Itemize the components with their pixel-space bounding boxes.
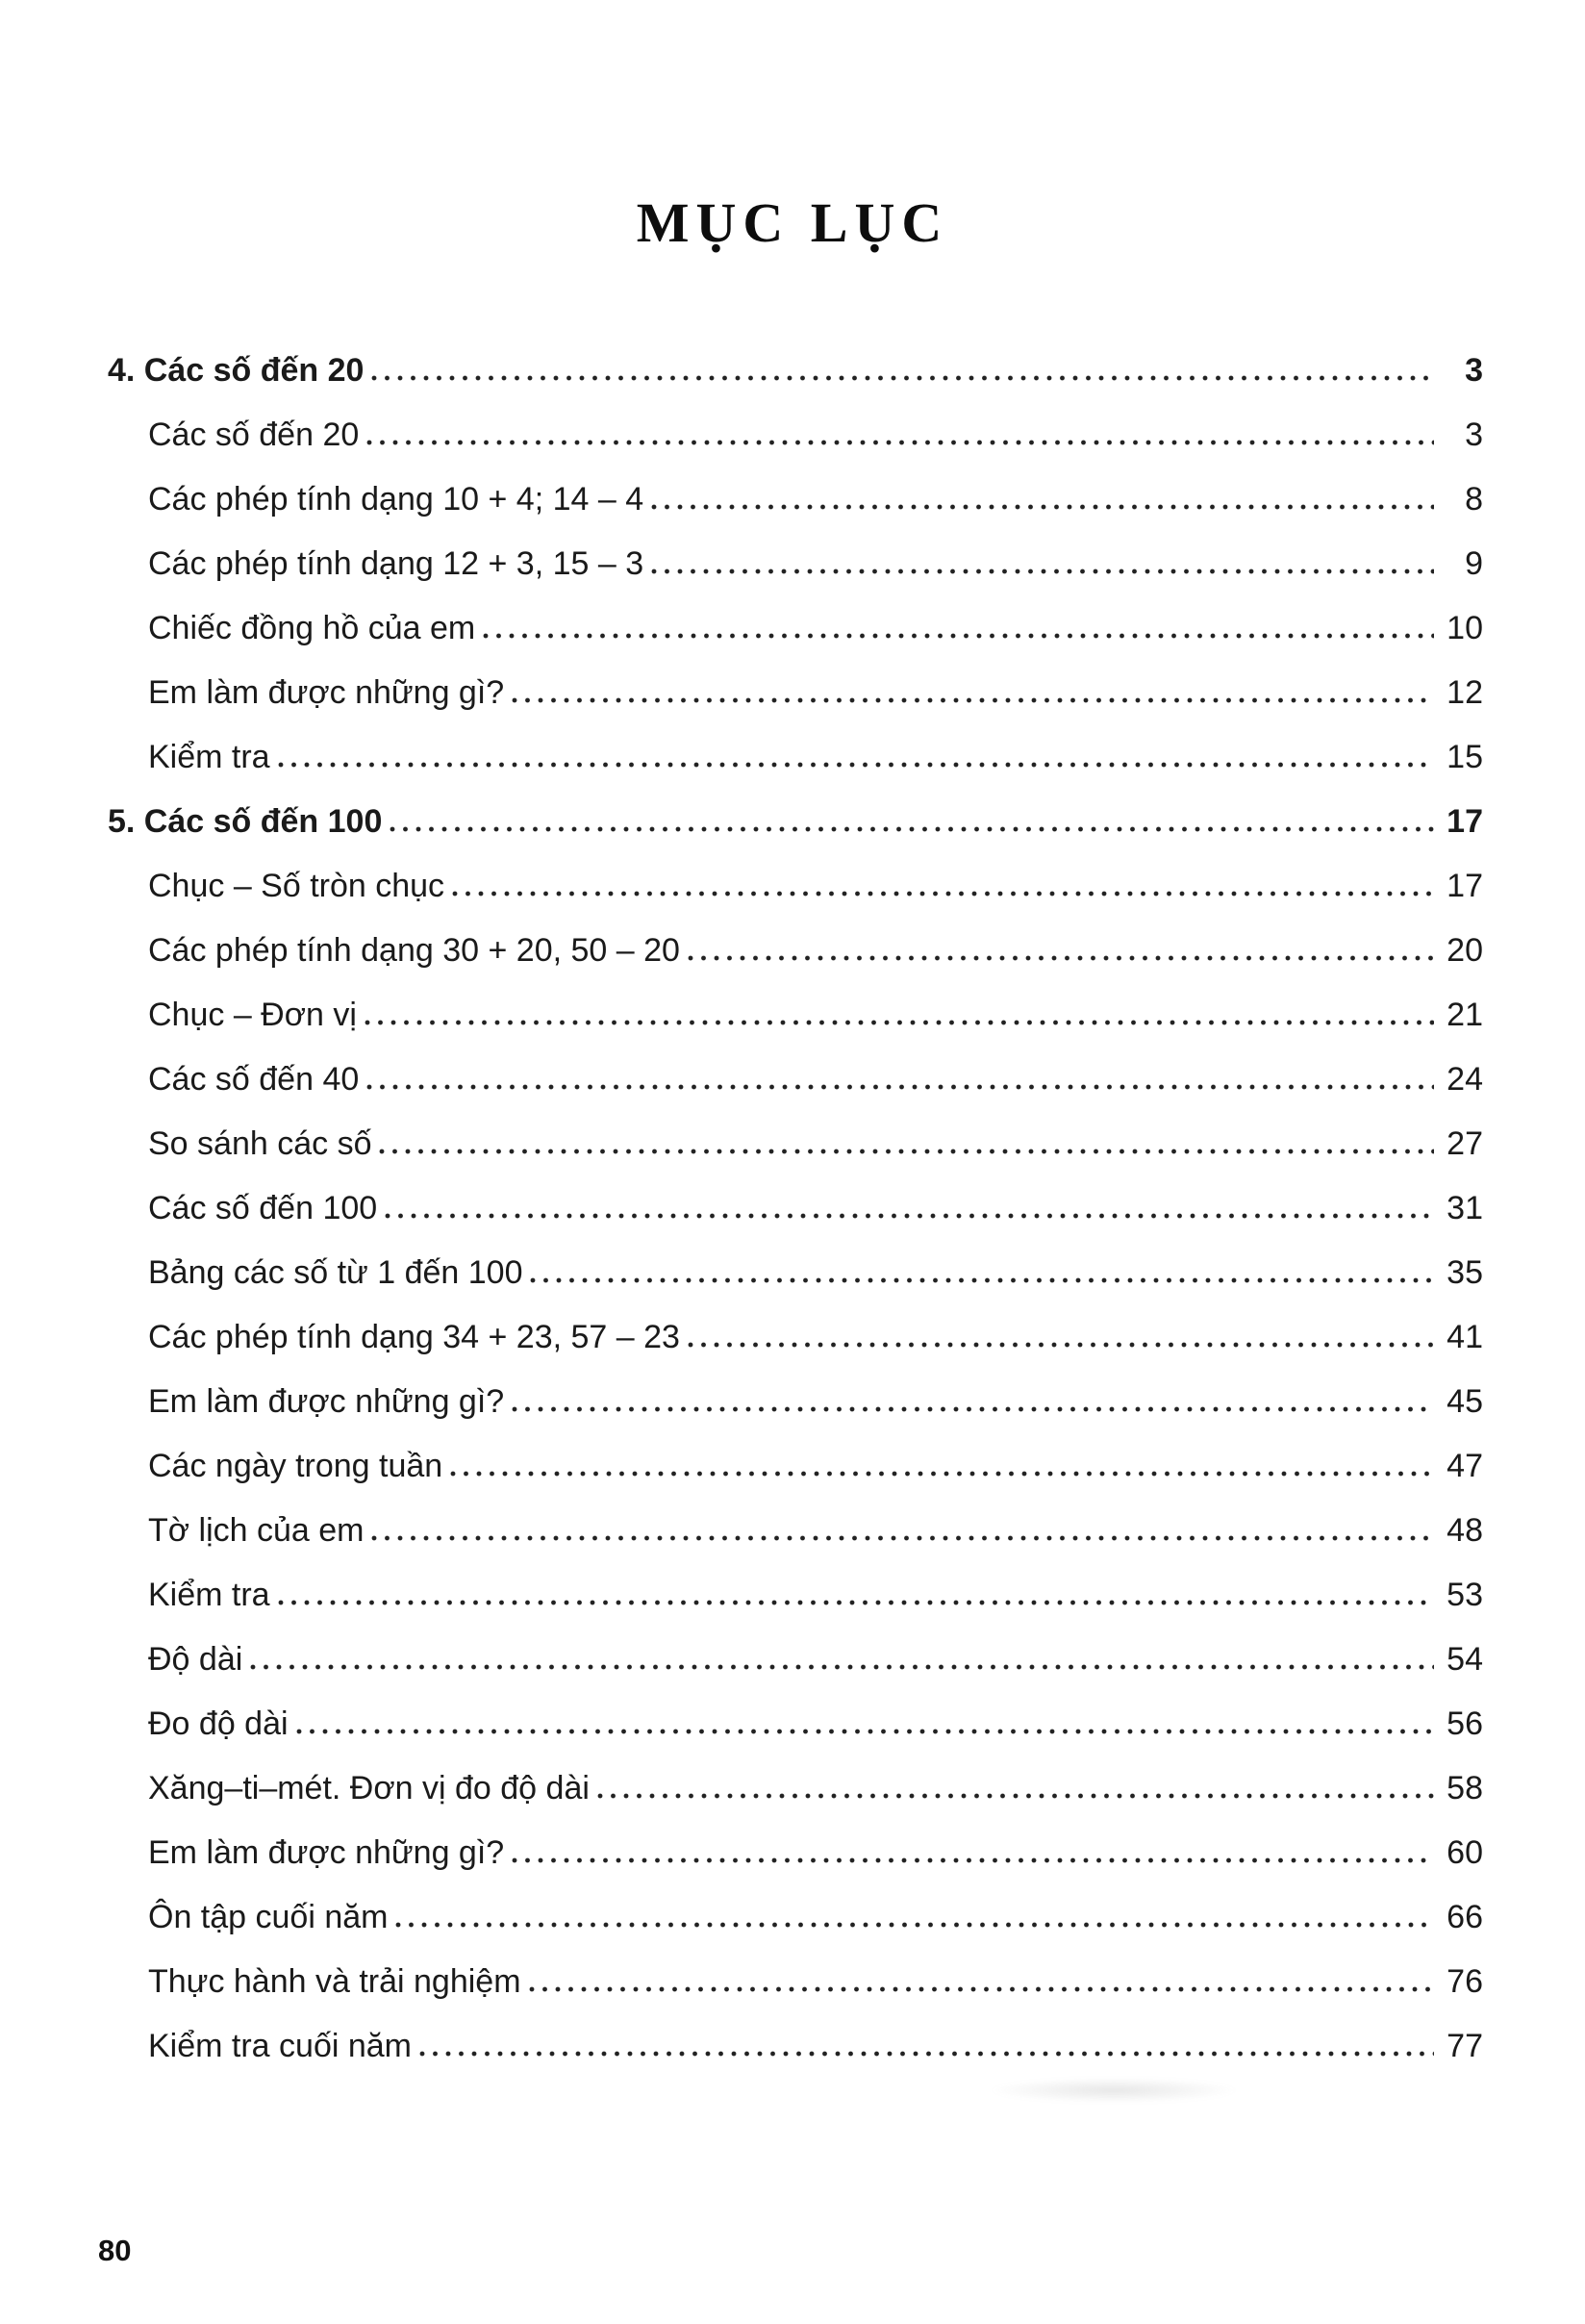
entry-page-number: 24 bbox=[1447, 1061, 1483, 1098]
toc-entry-row bbox=[108, 403, 1483, 467]
entry-page-number: 21 bbox=[1447, 997, 1483, 1033]
toc-entry-row bbox=[108, 1628, 1483, 1692]
dot-leader bbox=[278, 1600, 1434, 1605]
entry-page-number: 41 bbox=[1447, 1319, 1483, 1355]
dot-leader bbox=[529, 1986, 1434, 1992]
entry-page-number: 77 bbox=[1447, 2028, 1483, 2064]
dot-leader bbox=[512, 1857, 1434, 1863]
entry-page-number: 58 bbox=[1447, 1770, 1483, 1806]
entry-page-number: 47 bbox=[1447, 1448, 1483, 1484]
entry-page-number: 15 bbox=[1447, 739, 1483, 775]
toc-entry-row bbox=[108, 1305, 1483, 1370]
dot-leader bbox=[365, 1020, 1434, 1025]
entry-page-number: 60 bbox=[1447, 1834, 1483, 1871]
toc-entry-row bbox=[108, 1885, 1483, 1950]
toc-entry-row bbox=[108, 1048, 1483, 1112]
entry-page-number: 17 bbox=[1447, 868, 1483, 904]
entry-page-number: 12 bbox=[1447, 674, 1483, 711]
entry-label: Tờ lịch của em bbox=[148, 1512, 365, 1549]
dot-leader bbox=[395, 1922, 1434, 1928]
entry-page-number: 54 bbox=[1447, 1641, 1483, 1678]
entry-page-number: 27 bbox=[1447, 1125, 1483, 1162]
entry-label: Các phép tính dạng 12 + 3, 15 – 3 bbox=[148, 545, 644, 582]
toc-entry-row bbox=[108, 1499, 1483, 1563]
entry-label: Chục – Số tròn chục bbox=[148, 868, 445, 904]
entry-page-number: 20 bbox=[1447, 932, 1483, 969]
scan-artifact bbox=[989, 2078, 1239, 2103]
entry-page-number: 53 bbox=[1447, 1577, 1483, 1613]
entry-page-number: 17 bbox=[1447, 803, 1483, 840]
toc-entry-row bbox=[108, 1756, 1483, 1821]
dot-leader bbox=[371, 375, 1434, 381]
dot-leader bbox=[296, 1729, 1434, 1734]
entry-label: Em làm được những gì? bbox=[148, 1834, 505, 1871]
entry-label: Thực hành và trải nghiệm bbox=[148, 1963, 521, 2000]
entry-label: Đo độ dài bbox=[148, 1705, 289, 1742]
entry-page-number: 9 bbox=[1465, 545, 1483, 582]
entry-page-number: 10 bbox=[1447, 610, 1483, 646]
entry-label: Em làm được những gì? bbox=[148, 674, 505, 711]
toc-list bbox=[108, 339, 1483, 2079]
toc-entry-row bbox=[108, 1241, 1483, 1305]
entry-page-number: 48 bbox=[1447, 1512, 1483, 1549]
toc-entry-row bbox=[108, 1692, 1483, 1756]
toc-entry-row bbox=[108, 532, 1483, 596]
dot-leader bbox=[530, 1277, 1434, 1283]
dot-leader bbox=[483, 633, 1434, 639]
entry-label: Kiểm tra bbox=[148, 739, 270, 775]
toc-chapter-row bbox=[108, 790, 1483, 854]
page-title: MỤC LỤC bbox=[636, 191, 949, 254]
entry-page-number: 3 bbox=[1465, 417, 1483, 453]
dot-leader bbox=[250, 1664, 1434, 1670]
entry-label: Các số đến 40 bbox=[148, 1061, 360, 1098]
toc-entry-row bbox=[108, 467, 1483, 532]
entry-page-number: 56 bbox=[1447, 1705, 1483, 1742]
toc-entry-row bbox=[108, 1821, 1483, 1885]
toc-entry-row bbox=[108, 919, 1483, 983]
entry-label: Em làm được những gì? bbox=[148, 1383, 505, 1420]
dot-leader bbox=[688, 955, 1434, 961]
dot-leader bbox=[512, 1406, 1434, 1412]
toc-entry-row bbox=[108, 2014, 1483, 2079]
entry-page-number: 31 bbox=[1447, 1190, 1483, 1226]
entry-label: So sánh các số bbox=[148, 1125, 372, 1162]
toc-entry-row bbox=[108, 725, 1483, 790]
toc-entry-row bbox=[108, 661, 1483, 725]
entry-label: Kiểm tra cuối năm bbox=[148, 2028, 412, 2064]
footer-page-number: 80 bbox=[98, 2234, 132, 2267]
dot-leader bbox=[371, 1535, 1434, 1541]
entry-page-number: 66 bbox=[1447, 1899, 1483, 1935]
toc-entry-row bbox=[108, 1370, 1483, 1434]
dot-leader bbox=[452, 891, 1434, 897]
entry-label: Các số đến 100 bbox=[148, 1190, 378, 1226]
toc-entry-row bbox=[108, 1434, 1483, 1499]
dot-leader bbox=[450, 1471, 1434, 1477]
dot-leader bbox=[688, 1342, 1434, 1348]
entry-label: Độ dài bbox=[148, 1641, 243, 1678]
dot-leader bbox=[597, 1793, 1434, 1799]
dot-leader bbox=[419, 2051, 1434, 2057]
entry-label: Ôn tập cuối năm bbox=[148, 1899, 389, 1935]
entry-page-number: 76 bbox=[1447, 1963, 1483, 2000]
entry-label: Các phép tính dạng 10 + 4; 14 – 4 bbox=[148, 481, 644, 518]
toc-entry-row bbox=[108, 1112, 1483, 1176]
toc-entry-row bbox=[108, 1950, 1483, 2014]
entry-label: 5. Các số đến 100 bbox=[108, 803, 383, 840]
entry-label: Xăng–ti–mét. Đơn vị đo độ dài bbox=[148, 1770, 590, 1806]
entry-label: Chục – Đơn vị bbox=[148, 997, 357, 1033]
toc-chapter-row bbox=[108, 339, 1483, 403]
entry-page-number: 45 bbox=[1447, 1383, 1483, 1420]
dot-leader bbox=[379, 1149, 1434, 1154]
entry-label: Các phép tính dạng 34 + 23, 57 – 23 bbox=[148, 1319, 680, 1355]
entry-label: Bảng các số từ 1 đến 100 bbox=[148, 1254, 523, 1291]
toc-entry-row bbox=[108, 1176, 1483, 1241]
entry-label: Chiếc đồng hồ của em bbox=[148, 610, 476, 646]
dot-leader bbox=[390, 826, 1434, 832]
entry-page-number: 35 bbox=[1447, 1254, 1483, 1291]
toc-entry-row bbox=[108, 1563, 1483, 1628]
toc-entry-row bbox=[108, 854, 1483, 919]
dot-leader bbox=[651, 504, 1434, 510]
dot-leader bbox=[278, 762, 1434, 768]
entry-label: Các phép tính dạng 30 + 20, 50 – 20 bbox=[148, 932, 680, 969]
entry-label: Các số đến 20 bbox=[148, 417, 360, 453]
entry-label: Các ngày trong tuần bbox=[148, 1448, 443, 1484]
dot-leader bbox=[385, 1213, 1434, 1219]
entry-label: 4. Các số đến 20 bbox=[108, 352, 365, 389]
dot-leader bbox=[651, 568, 1434, 574]
toc-entry-row bbox=[108, 596, 1483, 661]
dot-leader bbox=[366, 440, 1434, 445]
entry-page-number: 8 bbox=[1465, 481, 1483, 518]
toc-entry-row bbox=[108, 983, 1483, 1048]
dot-leader bbox=[512, 697, 1434, 703]
entry-label: Kiểm tra bbox=[148, 1577, 270, 1613]
dot-leader bbox=[366, 1084, 1434, 1090]
entry-page-number: 3 bbox=[1465, 352, 1483, 389]
